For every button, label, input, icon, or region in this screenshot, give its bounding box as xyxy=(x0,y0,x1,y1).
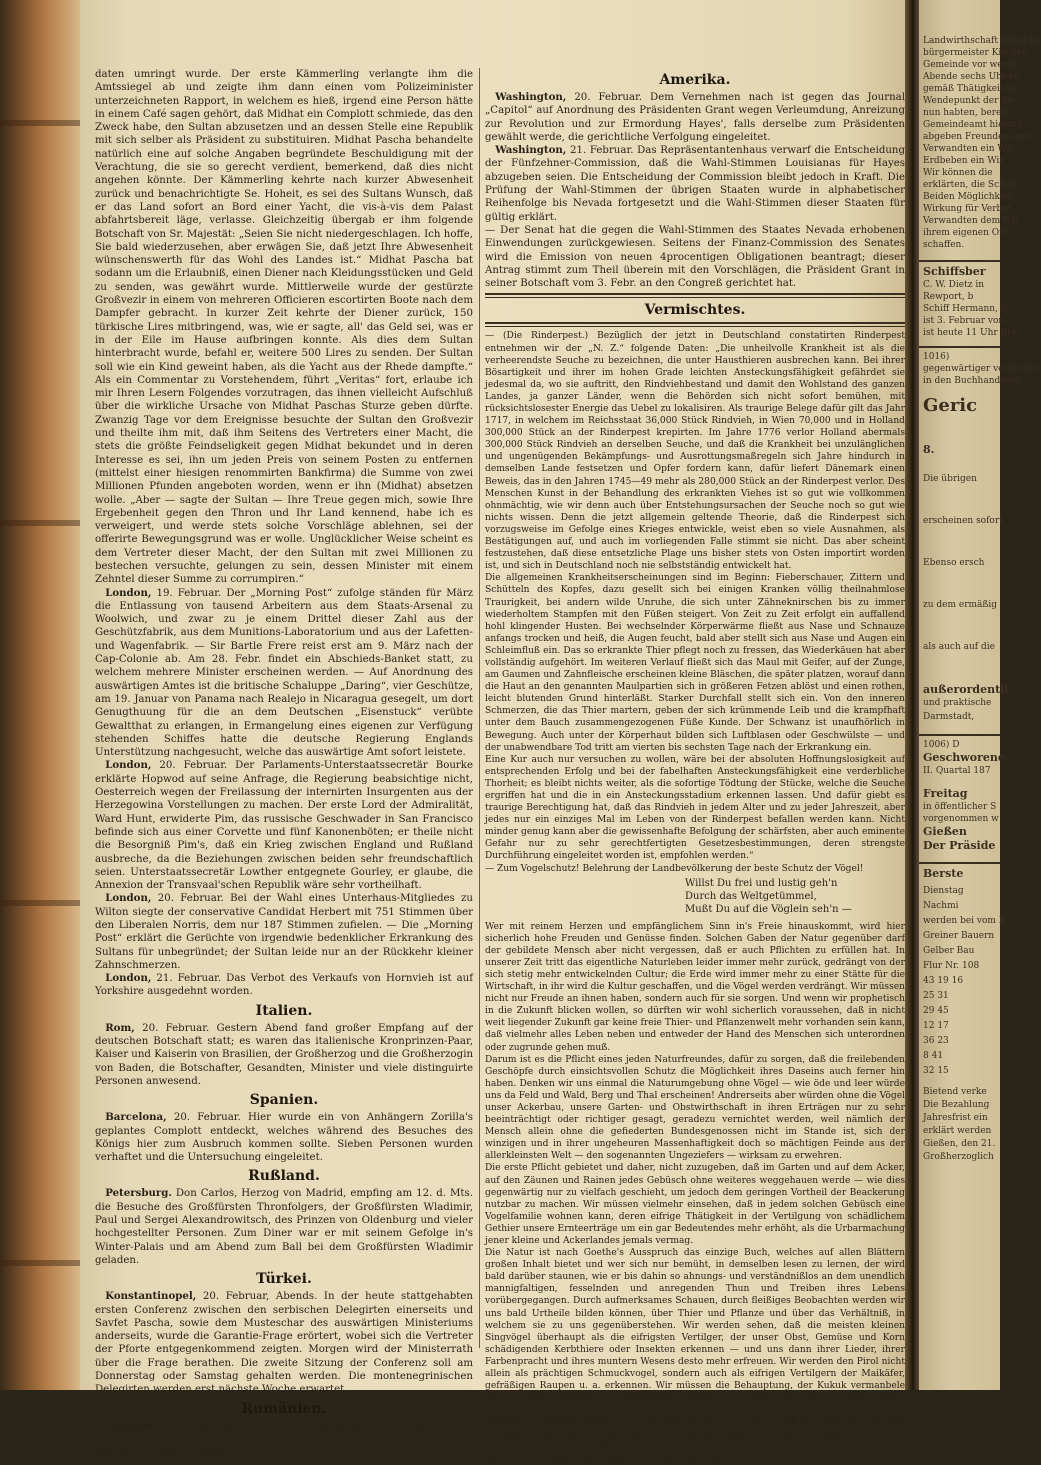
column-divider xyxy=(479,68,480,1348)
next-page-line: 29 45 xyxy=(923,1006,949,1016)
next-page-line: 43 19 16 xyxy=(923,976,964,986)
next-page-edge xyxy=(919,0,1041,1390)
article-london-4: London, 21. Februar. Das Verbot des Verkaufs von Hornvieh ist auf Yorkshire ausgedehnt worden. xyxy=(95,972,473,998)
next-page-line: Beiden Möglichkeit xyxy=(923,192,1012,202)
next-page-line: Rewport, b xyxy=(923,292,974,302)
next-page-line: Erdbeben ein Wir xyxy=(923,156,1004,166)
heading-tuerkei: Türkei. xyxy=(256,1271,312,1288)
next-page-line: Ebenso ersch xyxy=(923,558,985,568)
next-page-line: 36 23 xyxy=(923,1036,949,1046)
heading-russland: Rußland. xyxy=(248,1168,320,1185)
next-page-line: 12 17 xyxy=(923,1021,949,1031)
next-page-rule xyxy=(919,346,1000,348)
article-midhat: daten umringt wurde. Der erste Kämmerling verlangte ihm die Amtssiegel ab und zeigte ihm dann einen vom Polizeiminister unterzeichneten Rapport, in welchem es hieß, irgend eine Person hätte in einem Café sagen gehört, daß Midhat ein Complott schmiede, das den Zweck habe, den Sultan abzusetzen und an dessen Stelle eine Republik mit sich selber als Präsident zu substituiren. Midhat Pascha behandelte natürlich eine auf solche Angaben begründete Beschuldigung mit der Verachtung, die sie so gerecht verdient, bemerkend, daß dies nicht angehen könnte. Der Kämmerling kehrte nach kurzer Abwesenheit zurück und benachrichtigte Se. Hoheit, es sei des Sultans Wunsch, daß er das Land sofort an Bord einer Yacht, die vis-à-vis dem Palast abfahrtsbereit läge, verlasse. Gleichzeitig übergab er ihm folgende Botschaft von Sr. Majestät: „Seien Sie nicht niedergeschlagen. Ich hoffe, Sie bald wiederzusehen, aber erwägen Sie, daß jetzt Ihre Abwesenheit wünschenswerth für das Wohl des Landes ist.“ Midhat Pascha bat sodann um die Erlaubniß, einen Diener nach Kleidungsstücken und Geld zu senden, was gewährt wurde. Mittlerweile wurde der gestürzte Großvezir in einem von mehreren Officieren escortirten Boote nach dem Dampfer gebracht. In kurzer Zeit kehrte der Diener zurück, 150 türkische Lires mitbringend, was, wie er sagte, all' das Geld sei, was er in der Eile im Hause aufbringen konnte. Als dies dem Sultan hinterbracht wurde, befahl er, weitere 500 Lires zu senden. Der Sultan soll wie ein Kind geweint haben, als die Yacht aus der Rhede dampfte.“ Als ein Commentar zu Vorstehendem, führt „Veritas“ fort, erlaube ich mir Ihren Lesern Folgendes vorzutragen, das ihnen vielleicht Aufschluß über die wirkliche Ursache von Midhat Paschas Sturze geben dürfte. Zwanzig Tage vor dem Ereignisse besuchte der Sultan den Großvezir und theilte ihm mit, daß ihm Seitens des Vertreters einer Macht, die stets die größte Feindseligkeit gegen Midhat bekundet und in deren Interesse es sei, ihn um jeden Preis von seinem Posten zu entfernen (mittelst einer hiesigen renommirten Bankfirma) die Summe von zwei Millionen Pfunden angeboten worden, wenn er ihn (Midhat) absetzen wolle. „Aber — sagte der Sultan — Ihre Treue gegen mich, sowie Ihre Ergebenheit gegen den Thron und Ihr Land kennend, habe ich es verweigert, und werde stets solche Vorschläge ablehnen, sei der offerirte Bewegungsgrund was er wolle. Unglücklicher Weise scheint es dem Vertreter dieser Macht, der den Sultan mit zwei Millionen zu bestechen versuchte, gelungen zu sein, dessen Minister mit einem Zehntel dieser Summe zu corrumpiren.“ xyxy=(95,69,473,586)
next-page-line: C. W. Dietz in xyxy=(923,280,985,290)
article-washington-2: Washington, 21. Februar. Das Repräsentantenhaus verwarf die Entscheidung der Fünfzehner-Commission, daß die Wahl-Stimmen Louisianas für Hayes abzugeben seien. Die Entscheidung der Commission bleibt jedoch in Kraft. Die Prüfung der Wahl-Stimmen der übrigen Staaten wurde in alphabetischer Reihenfolge bis Nevada fortgesetzt und die Wahl-Stimmen dieser Staaten für gültig erklärt. xyxy=(485,144,905,223)
article-washington-1: Washington, 20. Februar. Dem Vernehmen nach ist gegen das Journal „Capitol“ auf Anordnung des Präsidenten Grant wegen Verleumdung, Anreizung zur Revolution und zur Ermordung Hayes', falls derselbe zum Präsidenten gewählt werde, die gerichtliche Verfolgung eingeleitet. xyxy=(485,91,905,143)
next-page-line: Schiff Hermann, G xyxy=(923,304,1009,314)
next-page-line: Gießen xyxy=(923,825,967,838)
next-page-line: werden bei vom B xyxy=(923,916,1006,926)
next-page-line: gemäß Thätigkeit ist xyxy=(923,84,1018,94)
next-page-line: 25 31 xyxy=(923,991,949,1001)
next-page-line: Gießen, den 21. xyxy=(923,1139,996,1149)
article-petersburg: Petersburg. Don Carlos, Herzog von Madrid, empfing am 12. d. Mts. die Besuche des Großfürsten Thronfolgers, der Großfürsten Wladimir, Paul und Sergei Alexandrowitsch, des Prinzen von Oldenburg und vieler hochgestellter Personen. Zum Diner war er mit seinem Gefolge in's Winter-Palais und am Abend zum Ball bei dem Großfürsten Wladimir geladen. xyxy=(95,1187,473,1266)
article-vogelschutz-4: Die Natur ist nach Goethe's Ausspruch das einzige Buch, welches auf allen Blättern großen Inhalt bietet und wer sich nur bemüht, in demselben lesen zu lernen, der wird bald darüber staunen, wie er bis dahin so ahnungs- und verständnißlos an dem unendlich mannigfaltigen, fesselnden und anregenden Thun und Treiben ihres Lebens vorübergegangen. Durch aufmerksames Schauen, durch fleißiges Beobachten werden wir uns bald Urtheile bilden können, über Thier und Pflanze und über das Verhältniß, in welchem sie zu uns gegenüberstehen. Wir werden sehen, daß die meisten kleinen Singvögel überhaupt als die eifrigsten Vertilger, der unser Obst, Gemüse und Korn schädigenden Kerbthiere oder Insekten erkennen — und uns dann ihrer Lieder, ihrer Farbenpracht und ihres muntern Wesens desto mehr erfreuen. Wir werden den Pirol nicht allein als prächtigen Schmuckvogel, sondern auch als eifrigen Vertilgern der Maikäfer, gefräßigen Raupen u. a. erkennen. Wir müssen die Behauptung, der Kukuk vermanbele sich in einen Sperber, ein lächerliches Märchen ist, daß dieser Vogel sogar, gegen, trotzdem er manches Sängernest zugrunde richtet, doch zu den wichtigsten Vertilgern der Maikäfer, gefräßigen Raupen u. a. ist. Wir werden auch sehen, daß der Sperling, während wir ihm für gewöhnlich zum Dank dafür, daß er Maikäfer, Blattläuse, Raupen u. a. frißt, wohl unsern Schutz gewähren, doch dort geschossen und gefangen werden soll, wo er in großen Schwärmen das reifende Getreide oder das xyxy=(485,1248,905,1464)
next-page-line: Landwirthschaft behörde. xyxy=(923,36,1041,46)
next-page-line: Abende sechs Uhr zu xyxy=(923,72,1020,82)
next-page-line: zu dem ermäßig xyxy=(923,600,998,610)
article-vogelschutz-intro: — Zum Vogelschutz! Belehrung der Landbevölkerung der beste Schutz der Vögel! xyxy=(485,863,864,874)
next-page-line: Gelber Bau xyxy=(923,946,975,956)
article-london-2: London, 20. Februar. Der Parlaments-Unterstaatssecretär Bourke erklärte Hopwod auf seine Anfrage, die Regierung beabsichtige nicht, Oesterreich wegen der Freilassung der internirten Insurgenten aus der Herzegowina Vorstellungen zu machen. Der erste Lord der Admiralität, Ward Hunt, erwiderte Pim, das russische Geschwader in San Francisco befinde sich aus einer Corvette und fünf Kanonenböten; er theile nicht die Besorgniß Pim's, daß ein Krieg zwischen England und Rußland ausbreche, da die Beziehungen zwischen beiden sehr freundschaftlich seien. Unterstaatssecretär Lowther entgegnete Gourley, er glaube, die Annexion der Transvaal'schen Republik wäre sehr vortheilhaft. xyxy=(95,759,473,892)
article-vogelschutz-2: Darum ist es die Pflicht eines jeden Naturfreundes, dafür zu sorgen, daß die freilebenden Geschöpfe durch einsichtsvollen Schutz die Möglichkeit ihres Daseins auch ferner hin haben. Denken wir uns einmal die Naturumgebung ohne Vögel — wie öde und leer würde uns da Feld und Wald, Berg und Thal erscheinen! Andrerseits aber würden ohne die Vögel unser Ackerbau, unsere Garten- und Obstwirthschaft in ihren Erträgen nur zu sehr beeinträchtigt oder richtiger gesagt, geradezu vernichtet werden, weil nämlich der Mensch allein ohne die gefiederten Bundesgenossen nicht im Stande ist, sich der winzigen und in ihrer ungeheuren Massenhaftigkeit doch so mächtigen Feinde aus der allerkleinsten Welt — den sogenannten Ungeziefers — wirksam zu erwehren. xyxy=(485,1054,905,1162)
next-page-line: schaffen. xyxy=(923,240,965,250)
article-barcelona: Barcelona, 20. Februar. Hier wurde ein von Anhängern Zorilla's geplantes Complott entdeckt, welches während des Besuches des Königs hier zum Ausbruch kommen sollte. Sieben Personen wurden verhaftet und die Untersuchung eingeleitet. xyxy=(95,1111,473,1164)
heading-spanien: Spanien. xyxy=(249,1092,319,1109)
next-page-line: 8. xyxy=(923,443,935,456)
next-page-line: Verwandten dem Wir xyxy=(923,216,1020,226)
poem-line: Willst Du frei und lustig geh'n xyxy=(685,877,838,889)
next-page-line: nun habten, bereit xyxy=(923,108,1008,118)
next-page-line: in den Buchhandlung xyxy=(923,376,1021,386)
next-page-rule xyxy=(919,734,1000,736)
next-page-line: Greiner Bauern xyxy=(923,931,995,941)
next-page-line: 1006) D xyxy=(923,740,960,750)
next-page-line: Großherzoglich xyxy=(923,1152,994,1162)
next-page-line: 8 41 xyxy=(923,1051,944,1061)
left-column xyxy=(95,68,474,1459)
next-page-line: Jahresfrist ein xyxy=(923,1113,988,1123)
next-page-line: als auch auf die xyxy=(923,642,995,652)
next-page-line: Schiffsber xyxy=(923,265,986,278)
next-page-line: Wir können die xyxy=(923,168,993,178)
heading-amerika: Amerika. xyxy=(659,72,731,88)
next-page-rule xyxy=(919,260,1000,262)
next-page-line: Freitag xyxy=(923,787,968,800)
next-page-line: Verwandten ein Wir xyxy=(923,144,1014,154)
poem-line: Mußt Du auf die Vöglein seh'n — xyxy=(685,904,852,916)
next-page-line: Berste xyxy=(923,867,964,880)
poem xyxy=(685,877,905,917)
next-page-line: und praktische xyxy=(923,698,992,708)
next-page-line: Dienstag xyxy=(923,886,964,896)
next-page-line: ihrem eigenen Ort xyxy=(923,228,1008,238)
next-page-line: erklärten, die Schule xyxy=(923,180,1019,190)
next-page-line: in öffentlicher S xyxy=(923,802,997,812)
heading-italien: Italien. xyxy=(255,1002,313,1019)
next-page-rule xyxy=(919,862,1000,864)
next-page-line: Gemeinde vor werde xyxy=(923,60,1019,70)
article-bukarest: Bukarest, 20. Februar. Nach einer Meldung aus Sulina ist die türkische Flottille von Rustschuk zurückgekehrt und durch eine zweite Panzer-Corvette verstärkt. xyxy=(95,1419,473,1459)
next-page-line: Geric xyxy=(923,395,978,416)
next-page-line: Die Bezahlung xyxy=(923,1100,990,1110)
next-page-line: II. Quartal 187 xyxy=(923,766,991,776)
next-page-line: Bietend verke xyxy=(923,1087,987,1097)
next-page-line: Gemeindeamt hiermit xyxy=(923,120,1023,130)
heading-vermischtes: Vermischtes. xyxy=(644,302,746,319)
section-rule xyxy=(485,322,905,327)
next-page-line: Flur Nr. 108 xyxy=(923,961,980,971)
next-page-line: Wendepunkt der Be- xyxy=(923,96,1017,106)
next-page-line: Darmstadt, xyxy=(923,712,975,722)
article-vogelschutz-3: Die erste Pflicht gebietet und daher, nicht zuzugeben, daß im Garten und auf dem Acker, auf den Zäunen und Rainen jedes Gebüsch ohne weiteres weggehauen werde — wie dies gegenwärtig nur zu vielfach geschieht, um jedoch dem geringen Vortheil der Beackerung nutzbar zu machen. Wir müssen vielmehr einsehen, daß in jedem solchen Gebüsch eine Vogelfamilie wohnen kann, deren eifrige Thätigkeit in der Vertilgung von schädlichem Gethier unsere Ernteerträge um ein gar Bedeutendes mehr erhöht, als die Urbarmachung jener kleine und Ackerlandes jemals vermag. xyxy=(485,1163,905,1246)
article-london-1: London, 19. Februar. Der „Morning Post“ zufolge ständen für März die Entlassung von tausend Arbeitern aus dem Staats-Arsenal zu Woolwich, und zwar zu je einem Drittel dieser Zahl aus der Geschützfabrik, aus dem Munitions-Laboratorium und aus der Lafetten- und Wagenfabrik. — Sir Bartle Frere reist erst am 9. März nach der Cap-Colonie ab. Am 28. Febr. findet ein Abschieds-Banket statt, zu welchem mehrere Minister erscheinen werden. — Auf Anordnung des auswärtigen Amtes ist die britische Schaluppe „Daring“, vier Geschütze, am 19. Januar von Panama nach Realejo in Nicaragua gesegelt, um dort Genugthuung für die an dem Deutschen „Eisenstuck“ verübte Gewaltthat zu erlangen, in Ermangelung eines eigenen zur Verfügung stehenden Schiffes hatte die deutsche Regierung Englands Unterstützung nachgesucht, welche das auswärtige Amt sofort leistete. xyxy=(95,586,473,759)
poem-line: Durch das Weltgetümmel, xyxy=(685,890,817,902)
next-page-line: ist 3. Februar von xyxy=(923,316,1005,326)
next-page-line: ist heute 11 Uhr Bre xyxy=(923,328,1017,338)
next-page-line: vorgenommen w xyxy=(923,814,999,824)
article-rinderpest-1: — (Die Rinderpest.) Bezüglich der jetzt in Deutschland constatirten Rinderpest entnehmen wir der „N. Z.“ folgende Daten: „Die unheilvolle Krankheit ist als die verheerendste Seuche zu bezeichnen, die unter Hausthieren ausbrechen kann. Bei ihrer Bösartigkeit und ihrer im hohen Grade leichten Ansteckungsfähigkeit gefährdet sie jedesmal da, wo sie auftritt, den Rindviehbestand und damit den Wohlstand des ganzen Landes, ja ganzer Länder, wenn die Behörden sich nicht sofort bemühen, mit rücksichtslosester Energie das Uebel zu lokalisiren. Als traurige Belege dafür gilt das Jahr 1717, in welchem im Reichsstaat 36,000 Stück Rindvieh, in Wien 70,000 und in Holland 300,000 Stück an der Rinderpest krepirten. Im Jahre 1776 verlor Holland abermals 300,000 Stück Rindvieh an derselben Seuche, und daß die Krankheit bei unzulänglichen und ungenügenden Bekämpfungs- und Ausrottungsmaßregeln sich Jahre hindurch in demselben Lande festsetzen und Opfer fordern kann, dafür liefert Dänemark einen Beweis, das in den Jahren 1745—49 mehr als 280,000 Stück an der Rinderpest verlor. Des Menschen Kunst in der Behandlung des erkrankten Viehes ist so gut wie vollkommen ohnmächtig, wie wir denn auch über Entstehungsursachen der Seuche noch so gut wie nichts wissen. Denn die jetzt allgemein geltende Theorie, daß die Rinderpest sich vorzugsweise im Gefolge eines Krieges entwickle, weist eben so viele Ausnahmen, als Bestätigungen auf, und auch im vorliegenden Falle stimmt sie nicht. Das aber scheint festzustehen, daß diese entsetzliche Plage uns bisher stets von Osten importirt worden ist, und sich in Deutschland noch nie selbstständig entwickelt hat. xyxy=(485,331,905,572)
right-column xyxy=(485,68,905,1464)
article-rinderpest-2: Die allgemeinen Krankheitserscheinungen sind im Beginn: Fieberschauer, Zittern und Schütteln des Kopfes, dazu gesellt sich bei einigen Kranken völlig theilnahmlose Traurigkeit, bei andern wilde Unruhe, die sich unter Zähneknirschen bis zu immer wiederholtem Stampfen mit den Füßen steigert. Von Zeit zu Zeit erfolgt ein auffallend hohl klingender Husten. Bei wechselnder Körperwärme fließt aus Nase und Schnauze anfangs trocken und heiß, die Augen feucht, bald aber stellt sich aus Nase und Augen ein Schleimfluß ein. Das so erkrankte Thier pflegt noch zu fressen, das Wiederkäuen hat aber vollständig aufgehört. Im weiteren Verlauf fließt sich das Maul mit Geifer, auf der Zunge, am Gaumen und Zahnfleische erscheinen kleine Bläschen, die später platzen, worauf dann die Haut an den genannten Maulpartien sich in größeren Fetzen ablöst und einen rothen, leicht blutenden Grund hinterläßt. Starker Durchfall stellt sich ein. Von den inneren Schmerzen, die das Thier martern, geben der sich krümmende Leib und die krampfhaft unter dem Bauch zusammengezogenen Füße Kunde. Der Schwanz ist unaufhörlich in Bewegung. Auch unter der Körperhaut bilden sich Luftblasen oder Geschwülste — und der unabwendbare Tod tritt am vierten bis sechsten Tage nach der Erkrankung ein. xyxy=(485,573,905,753)
next-page-line: Geschworene xyxy=(923,751,1005,764)
section-rule xyxy=(485,293,905,298)
book-gutter xyxy=(905,0,919,1390)
next-page-line: Nachmi xyxy=(923,901,959,911)
next-page-line: abgeben Freunden und xyxy=(923,132,1030,142)
next-page-line: Der Präside xyxy=(923,839,996,852)
next-page-line: gegenwärtiger verbreitet xyxy=(923,364,1039,374)
next-page-line: Die übrigen xyxy=(923,474,977,484)
article-rom: Rom, 20. Februar. Gestern Abend fand großer Empfang auf der deutschen Botschaft statt; es waren das italienische Kronprinzen-Paar, Kaiser und Kaiserin von Brasilien, der Großherzog und die Großherzogin von Baden, die Botschafter, Gesandten, Minister und viele distinguirte Personen anwesend. xyxy=(95,1021,474,1087)
article-senat: — Der Senat hat die gegen die Wahl-Stimmen des Staates Nevada erhobenen Einwendungen zurückgewiesen. Seitens der Finanz-Commission des Senates wird die Emission von neuen 4procentigen Obligationen beantragt; dieser Antrag stimmt zum Theil überein mit den Vorschlägen, die Präsident Grant in seiner Botschaft vom 3. Febr. an den Congreß gerichtet hat. xyxy=(485,224,905,290)
next-page-line: erscheinen sofort xyxy=(923,516,1003,526)
article-london-3: London, 20. Februar. Bei der Wahl eines Unterhaus-Mitgliedes zu Wilton siegte der conservative Candidat Herbert mit 751 Stimmen über den Liberalen Norris, dem nur 187 Stimmen zufielen. — Die „Morning Post“ erklärt die Gerüchte von irgendwie bedenklicher Erkrankung des Sultans für unbegründet; der Sultan leide nur an der Rückkehr kleiner Zahnschmerzen. xyxy=(95,892,473,971)
next-page-line: 32 15 xyxy=(923,1066,949,1076)
heading-rumaenien: Rumänien. xyxy=(241,1400,327,1417)
next-page-line: bürgermeister Kirchen xyxy=(923,48,1028,58)
article-konstantinopel: Konstantinopel, 20. Februar, Abends. In der heute stattgehabten ersten Conferenz zwischen den serbischen Delegirten einerseits und Savfet Pascha, sowie dem Musteschar des auswärtigen Ministeriums anderseits, wurde die Garantie-Frage erörtert, wobei sich die Vertreter der Pforte entgegenkommend zeigten. Morgen wird der Ministerrath über die Frage berathen. Die zweite Sitzung der Conferenz soll am Donnerstag oder Samstag gehalten werden. Die montenegrinischen Delegirten werden erst nächste Woche erwartet. xyxy=(95,1290,473,1396)
next-page-line: 1016) xyxy=(923,352,950,362)
next-page-line: erklärt werden xyxy=(923,1126,992,1136)
book-spine xyxy=(0,0,80,1390)
article-vogelschutz-1: Wer mit reinem Herzen und empfänglichem Sinn in's Freie hinauskommt, wird hier sicherlich hohe Freuden und Genüsse finden. Solchen Gaben der Natur gegenüber darf der gebildete Mensch aber nicht vergessen, daß er auch Pflichten zu erfüllen hat. In unserer Zeit tritt das eigentliche Naturleben leider immer mehr zurück, gedrängt von der sich stetig mehr entwickelnden Cultur; die Erde wird immer mehr zu einer Stätte für die Wirtschaft, in ihr wird die Kultur geschaffen, und die Vögel werden verdrängt. Wir müssen nicht nur Freude an ihnen haben, sondern auch für sie sorgen. Und wenn wir prophetisch in die Zukunft blicken wollen, so dürften wir wohl sicherlich voraussehen, daß in nicht weit liegender Zukunft gar keine freie Thier- und Pflanzenwelt mehr vorhanden sein kann, daß vielmehr alles Leben neben und entweder der Hand des Menschen sich unterordnen oder zugrunde gehen muß. xyxy=(485,921,905,1053)
next-page-line: außerordentli xyxy=(923,683,1009,696)
next-page-line: Wirkung für Verbot xyxy=(923,204,1012,214)
article-rinderpest-3: Eine Kur auch nur versuchen zu wollen, wäre bei der absoluten Hoffnungslosigkeit auf entsprechenden Erfolg und bei der fabelhaften Ansteckungsfähigkeit eine verderbliche Thorheit; es bleibt nichts weiter, als die sofortige Tödtung der Stücke, welche die Seuche ergriffen hat und die in ein Ansteckungsstadium erkennen lassen. Und dafür giebt es traurige Berechtigung hat, daß das Rindvieh in jedem Alter und zu jeder Jahreszeit, aber jedes nur ein einziges Mal im Leben von der Rinderpest befallen werden kann. Nicht minder genug kann aber die gewissenhafte Befolgung der schärfsten, aber auch eminente Gefahr nur zu sehr gerechtfertigten Gesetzesbestimmungen, deren strengste Durchführung eingeleitet worden ist, empfohlen werden.“ xyxy=(485,754,905,862)
